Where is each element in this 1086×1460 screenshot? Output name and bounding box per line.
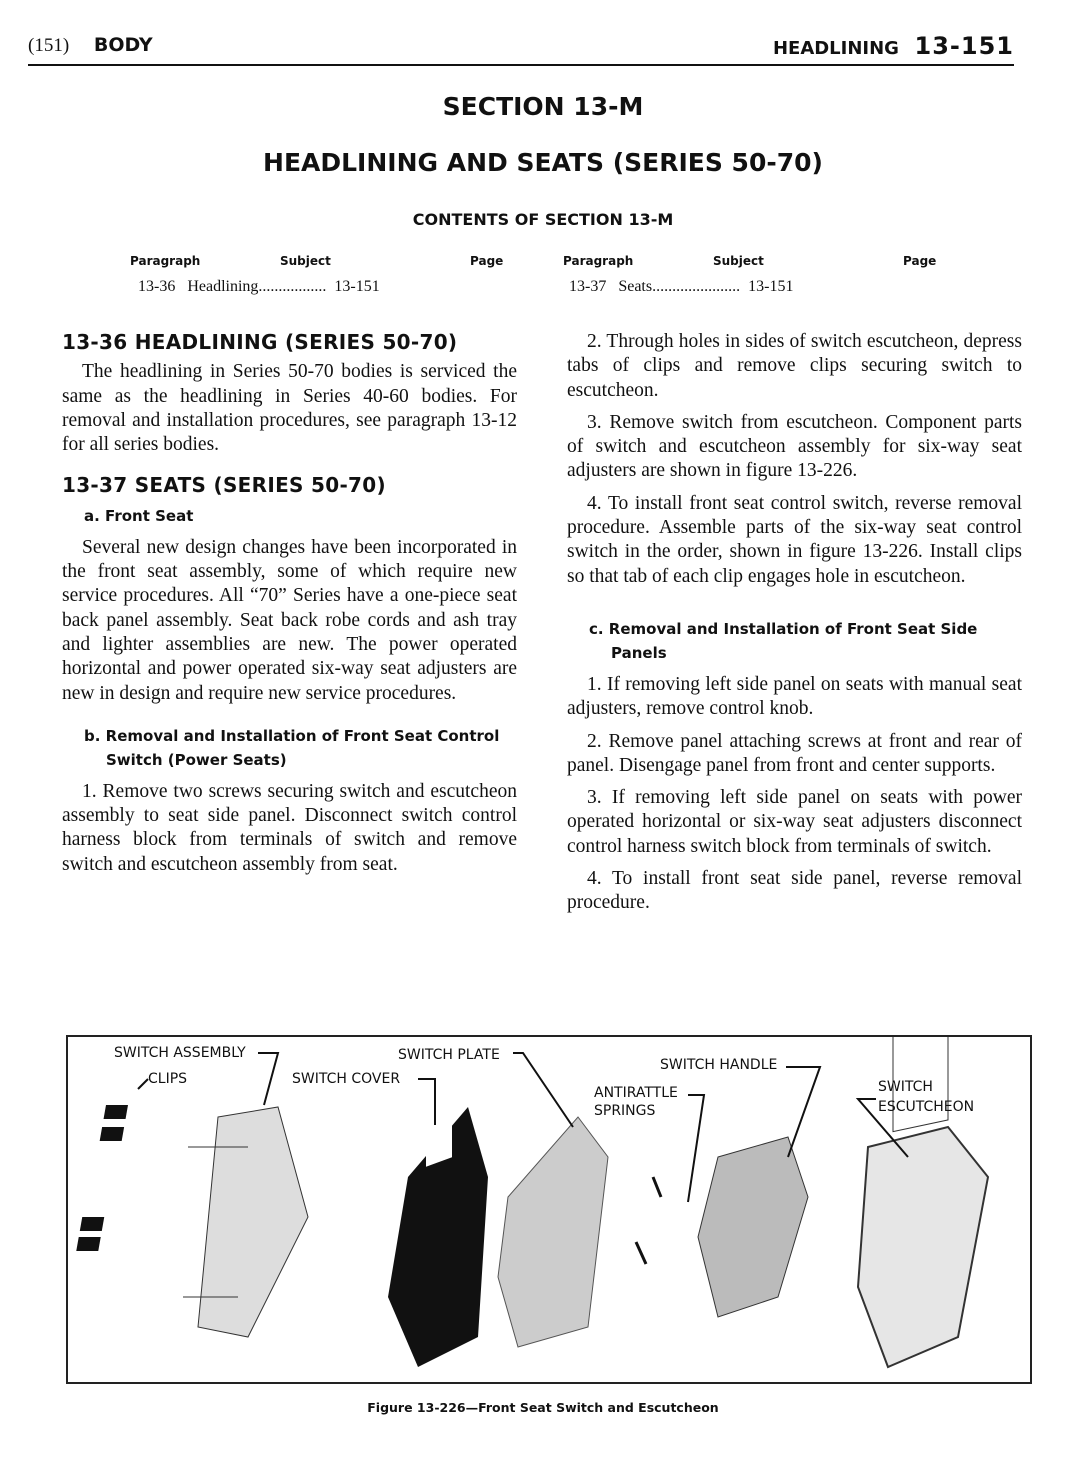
heading-13-36: 13-36 HEADLINING (SERIES 50-70) — [62, 330, 458, 354]
section-left-title: BODY — [93, 34, 153, 56]
label-clips: CLIPS — [148, 1071, 188, 1087]
paragraph-front-seat: Several new design changes have been incorporated in the front seat assembly, some of which require new service procedures. All “70” Series have a one-piece seat back panel assembly. Seat back robe cords and ash tray and lighter assemblies are new. The power operated horizontal and power operated six-way seat adjusters are new in design and require new service procedures. — [62, 536, 517, 704]
heading-13-37: 13-37 SEATS (SERIES 50-70) — [62, 473, 386, 498]
label-switch-assembly: SWITCH ASSEMBLY — [114, 1045, 246, 1061]
toc-entry — [138, 278, 380, 296]
header-right — [773, 32, 1014, 60]
left-column — [62, 330, 517, 885]
subheading-b: b. Removal and Installation of Front Seat Control Switch (Power Seats) — [84, 726, 500, 769]
toc-header-paragraph: Paragraph — [563, 254, 634, 268]
contents-title: CONTENTS OF SECTION 13-M — [412, 210, 674, 229]
label-switch-escutcheon: SWITCH — [878, 1079, 933, 1095]
label-switch-plate: SWITCH PLATE — [398, 1047, 500, 1063]
paragraph-step-b3: 3. Remove switch from escutcheon. Component parts of switch and escutcheon assembly for six-way seat adjusters are shown in figure 13-226. — [567, 411, 1022, 482]
section-right-title: HEADLINING — [772, 38, 899, 59]
toc-header-subject: Subject — [280, 254, 331, 268]
toc-header-paragraph: Paragraph — [130, 254, 201, 268]
paragraph-13-36: The headlining in Series 50-70 bodies is serviced the same as the headlining in Series 40-60 bodies. For removal and installation procedures, see paragraph 13-12 for all series bodies. — [62, 361, 517, 456]
toc-subject: Headlining — [187, 278, 259, 295]
subheading-a: a. Front Seat — [84, 506, 194, 525]
page-paren-number: (151) — [28, 35, 70, 56]
toc-header-subject: Subject — [713, 254, 764, 268]
page-number: 13-151 — [914, 32, 1014, 60]
toc-header-page: Page — [903, 254, 937, 268]
figure-caption: Figure 13-226—Front Seat Switch and Escutcheon — [367, 1400, 719, 1415]
subheading-c: c. Removal and Installation of Front Seat Side Panels — [589, 619, 978, 662]
header-left — [28, 34, 153, 57]
section-title: SECTION 13-M — [442, 92, 644, 121]
toc-paragraph: 13-37 — [569, 278, 607, 295]
paragraph-step-c1: 1. If removing left side panel on seats with manual seat adjusters, remove control knob. — [567, 673, 1022, 720]
paragraph-step-b2: 2. Through holes in sides of switch escutcheon, depress tabs of clips and remove clips securing switch to escutcheon. — [567, 331, 1022, 401]
paragraph-step-b1: 1. Remove two screws securing switch and escutcheon assembly to seat side panel. Disconnect switch control harness block from terminals of switch and remove switch and escutcheon assembly from seat. — [62, 780, 517, 875]
paragraph-step-c2: 2. Remove panel attaching screws at front and rear of panel. Disengage panel from front and center supports. — [567, 730, 1022, 776]
toc-header-page: Page — [470, 254, 504, 268]
toc-entry — [569, 278, 793, 296]
paragraph-step-b4: 4. To install front seat control switch, reverse removal procedure. Assemble parts of the six-way seat control switch in the order, shown in figure 13-226. Install clips so that tab of each clip engages hole in escutcheon. — [567, 492, 1022, 587]
right-column — [567, 330, 1022, 924]
label-switch-handle: SWITCH HANDLE — [660, 1057, 778, 1073]
paragraph-step-c3: 3. If removing left side panel on seats with power operated horizontal or six-way seat adjusters disconnect control harness switch block from terminals of switch. — [567, 787, 1022, 857]
page-header — [28, 8, 1014, 66]
label-switch-escutcheon-2: ESCUTCHEON — [878, 1099, 975, 1115]
toc-paragraph: 13-36 — [138, 278, 176, 295]
toc-dots: ...................... — [652, 278, 741, 295]
paragraph-step-c4: 4. To install front seat side panel, reverse removal procedure. — [567, 868, 1022, 914]
label-antirattle-springs: ANTIRATTLE — [594, 1085, 678, 1101]
toc-page: 13-151 — [748, 278, 794, 295]
toc-subject: Seats — [618, 278, 653, 295]
toc-page: 13-151 — [334, 278, 380, 295]
label-switch-cover: SWITCH COVER — [292, 1071, 401, 1087]
toc-dots: ................. — [258, 278, 327, 295]
label-antirattle-springs-2: SPRINGS — [594, 1103, 656, 1119]
section-heading: HEADLINING AND SEATS (SERIES 50-70) — [263, 148, 823, 177]
figure-13-226 — [66, 1035, 1032, 1384]
